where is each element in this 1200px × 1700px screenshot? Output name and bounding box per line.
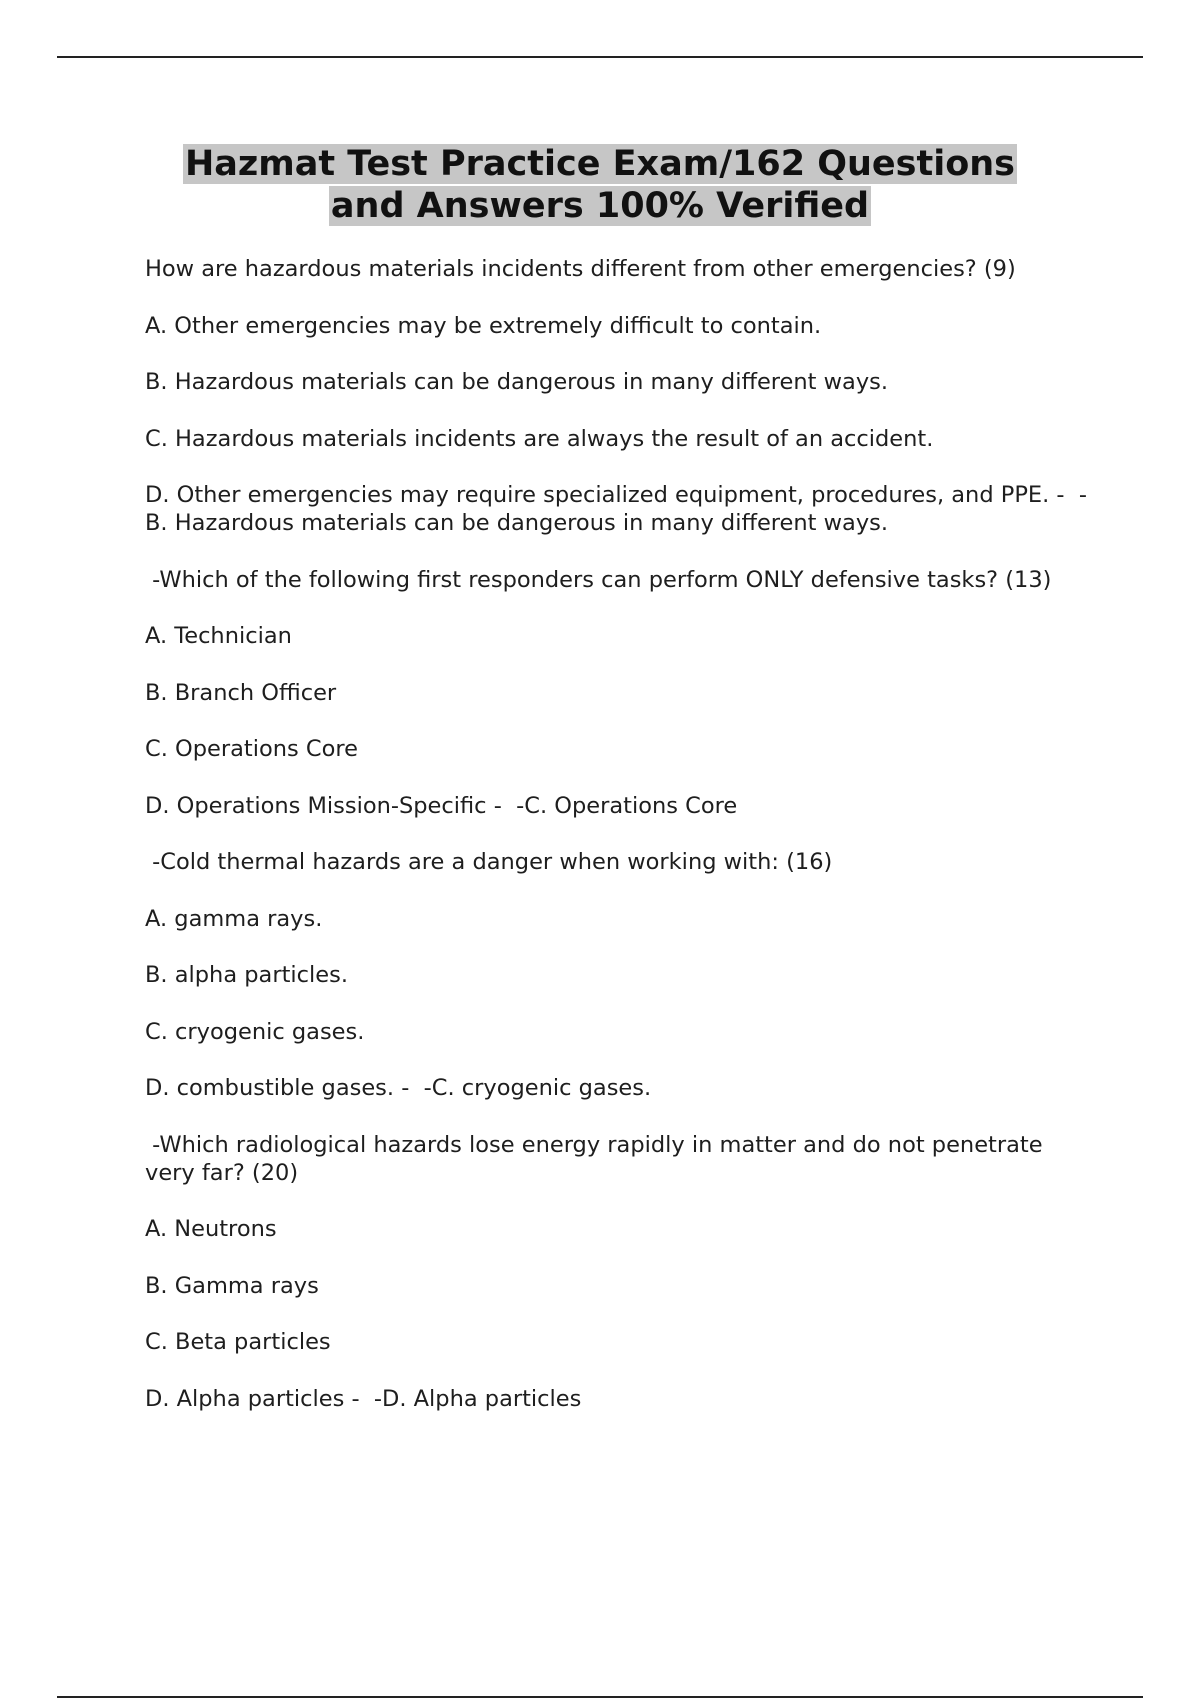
question-2-option-d-answer: D. Operations Mission-Specific - -C. Operations Core (145, 792, 738, 819)
question-3-option-c: C. cryogenic gases. (145, 1018, 365, 1045)
question-2-option-c: C. Operations Core (145, 736, 358, 762)
question-4-option-c: C. Beta particles (145, 1329, 331, 1355)
question-3-option-a: A. gamma rays. (145, 905, 323, 932)
question-2-text: -Which of the following first responders can perform ONLY defensive tasks? (13) (145, 566, 1052, 593)
question-4-option-a: A. Neutrons (145, 1216, 277, 1242)
question-3-option-d-answer: D. combustible gases. - -C. cryogenic gases. (145, 1075, 652, 1101)
question-1-option-c: C. Hazardous materials incidents are always the result of an accident. (145, 425, 934, 452)
question-1-option-b: B. Hazardous materials can be dangerous in many different ways. (145, 369, 889, 395)
question-4-option-b: B. Gamma rays (145, 1272, 319, 1299)
question-2-option-b: B. Branch Officer (145, 679, 337, 706)
document-body (145, 255, 1095, 1441)
question-2-option-a: A. Technician (145, 623, 292, 649)
title-line-1: Hazmat Test Practice Exam/162 Questions (184, 144, 1016, 184)
question-4-text: -Which radiological hazards lose energy rapidly in matter and do not penetrate very far? (20) (145, 1131, 1050, 1186)
header-rule (57, 56, 1143, 58)
question-3-option-b: B. alpha particles. (145, 962, 348, 988)
title-line-2: and Answers 100% Verified (330, 186, 870, 226)
question-1-option-a: A. Other emergencies may be extremely difficult to contain. (145, 312, 822, 339)
question-4-option-d-answer: D. Alpha particles - -D. Alpha particles (145, 1385, 582, 1412)
question-1-option-d-answer: D. Other emergencies may require specialized equipment, procedures, and PPE. - -B. Hazardous materials can be dangerous in many different ways. (145, 482, 1087, 536)
question-3-text: -Cold thermal hazards are a danger when working with: (16) (145, 849, 833, 875)
question-1-text: How are hazardous materials incidents different from other emergencies? (9) (145, 256, 1016, 282)
footer-rule (57, 1696, 1143, 1698)
document-title (60, 143, 1140, 227)
